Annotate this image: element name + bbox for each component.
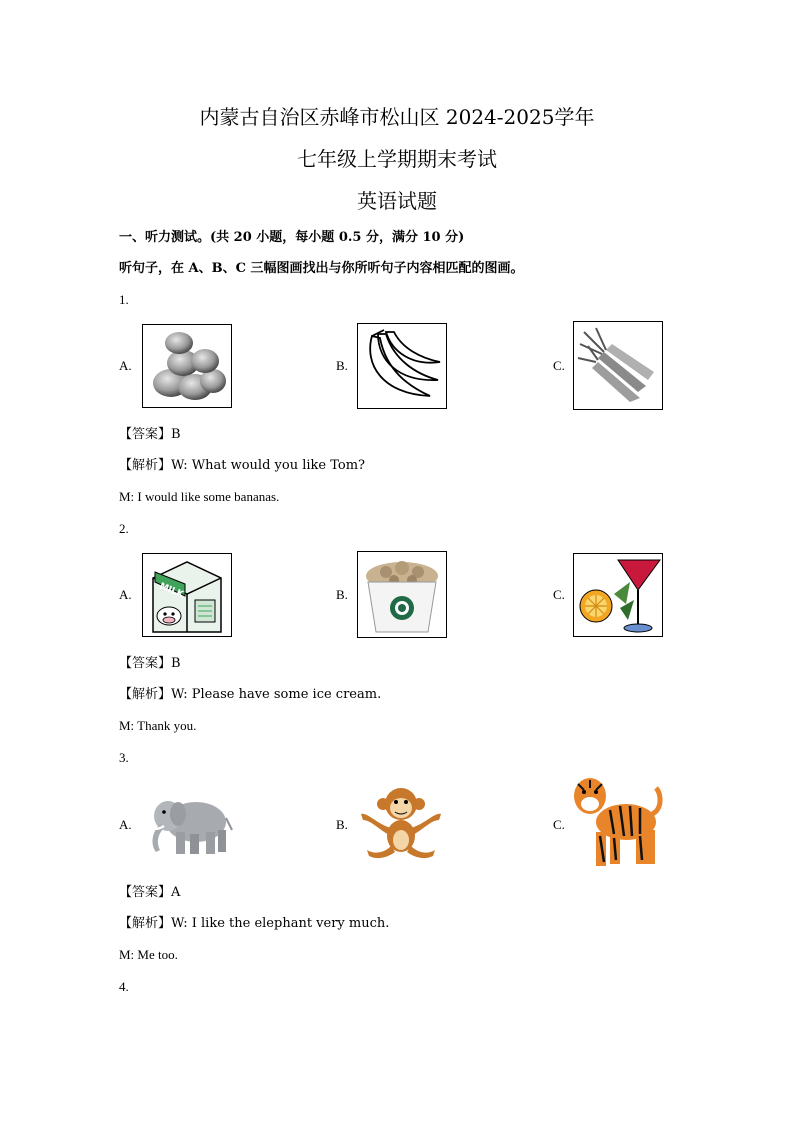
option-label: C. [553,817,565,832]
answer-text: 【答案】B [119,427,181,442]
section-heading: 一、听力测试。(共 20 小题，每小题 0.5 分，满分 10 分) [119,230,465,245]
tiger-icon [570,774,664,870]
dialogue-text: M: Me too. [119,947,178,962]
analysis-text: 【解析】W: I like the elephant very much. [119,916,390,931]
option-label: A. [119,358,132,373]
ice-cream-cup-icon [357,551,447,638]
potatoes-icon [142,324,232,408]
cocktail-icon [573,553,663,637]
exam-title-line1: 内蒙古自治区赤峰市松山区 2024-2025学年 [199,105,595,129]
answer-text: 【答案】A [119,885,181,900]
bananas-icon [357,323,447,409]
option-label: C. [553,587,565,602]
option-label: B. [336,817,348,832]
option-label: B. [336,587,348,602]
milk-label: MILK [157,581,185,601]
question-number: 2. [119,521,129,536]
question-number: 4. [119,979,129,994]
option-label: C. [553,358,565,373]
question-number: 3. [119,750,129,765]
analysis-text: 【解析】W: What would you like Tom? [119,458,366,473]
option-label: A. [119,817,132,832]
answer-text: 【答案】B [119,656,181,671]
elephant-icon [142,790,234,858]
dialogue-text: M: I would like some bananas. [119,489,280,504]
analysis-text: 【解析】W: Please have some ice cream. [119,687,382,702]
question-number: 1. [119,292,129,307]
option-label: A. [119,587,132,602]
carrots-icon [573,321,663,410]
milk-carton-icon [142,553,232,637]
dialogue-text: M: Thank you. [119,718,197,733]
exam-title-line2: 七年级上学期期末考试 [297,147,497,171]
section-instruction: 听句子，在 A、B、C 三幅图画找出与你所听句子内容相匹配的图画。 [119,261,524,276]
monkey-icon [357,784,445,862]
exam-title-line3: 英语试题 [357,189,437,213]
option-label: B. [336,358,348,373]
